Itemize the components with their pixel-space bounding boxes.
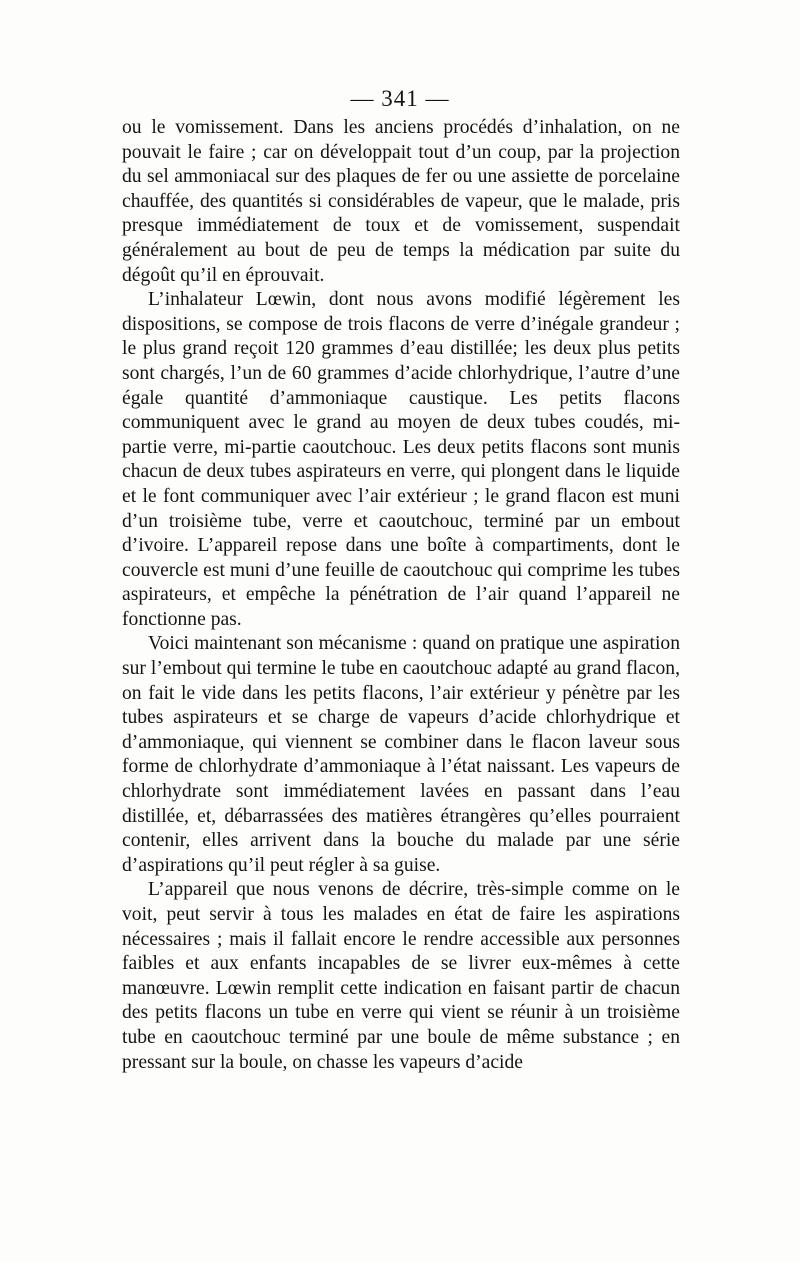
paragraph-mecanisme: Voici maintenant son mécanisme : quand on pratique une aspiration sur l’embout qui termine le tube en caoutchouc adapté au grand flacon, on fait le vide dans les petits flacons, l’air extérieur y pénètre par les tubes aspirateurs et se charge de vapeurs d’acide chlorhydrique et d’ammoniaque, qui viennent se combiner dans le flacon laveur sous forme de chlorhydrate d’ammoniaque à l’état naissant. Les vapeurs de chlorhydrate sont immédiatement lavées en passant dans l’eau distillée, et, débarrassées des matières étrangères qu’elles pourraient contenir, elles arrivent dans la bouche du malade par une série d’aspirations qu’il peut régler à sa guise. (122, 633, 680, 876)
paragraph-appareil: L’appareil que nous venons de décrire, très-simple comme on le voit, peut servir à tous les malades en état de faire les aspirations nécessaires ; mais il fallait encore le rendre accessible aux personnes faibles et aux enfants incapables de se livrer eux-mêmes à cette manœuvre. Lœwin remplit cette indication en faisant partir de chacun des petits flacons un tube en verre qui vient se réunir à un troisième tube en caoutchouc terminé par une boule de même substance ; en pressant sur la boule, on chasse les vapeurs d’acide (122, 879, 680, 1073)
paragraph-inhalateur: L’inhalateur Lœwin, dont nous avons modifié légèrement les dispositions, se compose de trois flacons de verre d’inégale grandeur ; le plus grand reçoit 120 grammes d’eau distillée; les deux plus petits sont chargés, l’un de 60 grammes d’acide chlorhydrique, l’autre d’une égale quantité d’ammoniaque caustique. Les petits flacons communiquent avec le grand au moyen de deux tubes coudés, mi-partie verre, mi-partie caoutchouc. Les deux petits flacons sont munis chacun de deux tubes aspirateurs en verre, qui plongent dans le liquide et le font communiquer avec l’air extérieur ; le grand flacon est muni d’un troisième tube, verre et caoutchouc, terminé par un embout d’ivoire. L’appareil repose dans une boîte à compartiments, dont le couvercle est muni d’une feuille de caoutchouc qui comprime les tubes aspirateurs, et empêche la pénétration de l’air quand l’appareil ne fonctionne pas. (122, 289, 680, 630)
page-number: — 341 — (350, 86, 450, 111)
paragraph-continuation: ou le vomissement. Dans les anciens procédés d’inhalation, on ne pouvait le faire ; car on développait tout d’un coup, par la projection du sel ammoniacal sur des plaques de fer ou une assiette de porcelaine chauffée, des quantités si considérables de vapeur, que le malade, pris presque immédiatement de toux et de vomissement, suspendait généralement au bout de peu de temps la médication par suite du dégoût qu’il en éprouvait. (122, 117, 680, 286)
body-text (122, 116, 680, 1075)
